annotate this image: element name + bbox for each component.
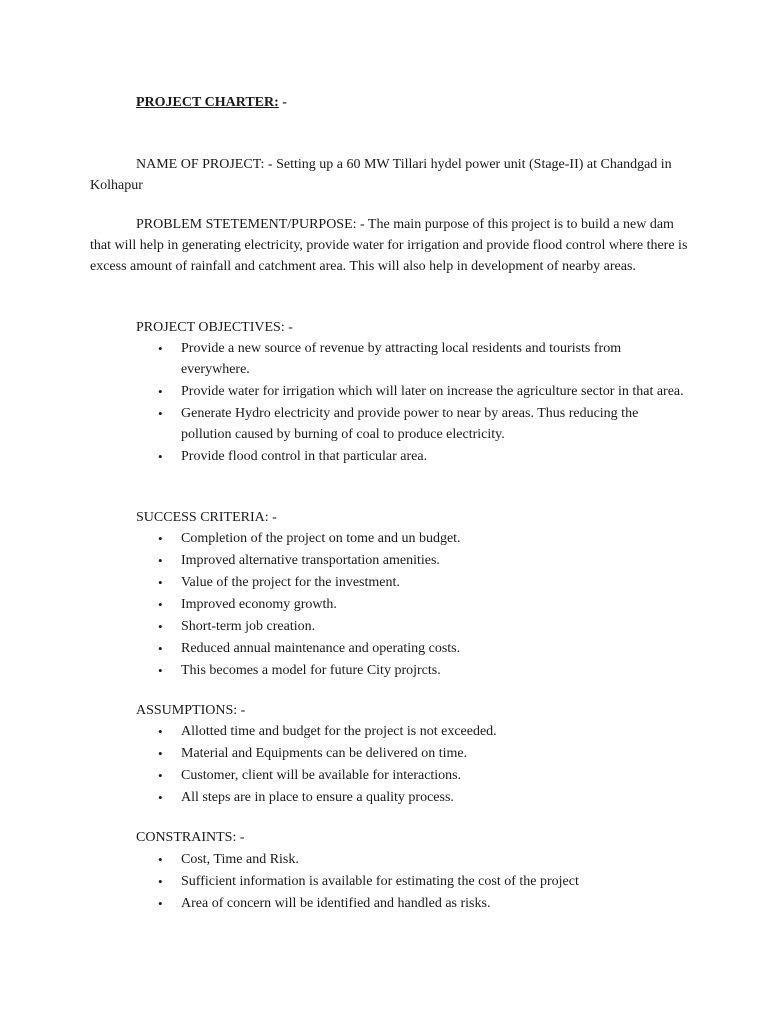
list-item: • Customer, client will be available for interactions. bbox=[136, 765, 686, 786]
objectives-heading: PROJECT OBJECTIVES: - bbox=[136, 320, 293, 335]
bullet-icon: • bbox=[158, 663, 163, 678]
success-criteria-heading: SUCCESS CRITERIA: - bbox=[136, 510, 277, 525]
bullet-icon: • bbox=[158, 553, 163, 568]
list-item: • Value of the project for the investment. bbox=[136, 572, 686, 593]
bullet-icon: • bbox=[158, 852, 163, 867]
list-item: • Generate Hydro electricity and provide power to near by areas. Thus reducing the pollution caused by burning of coal to produce electricity. bbox=[136, 403, 686, 445]
list-item: • Short-term job creation. bbox=[136, 616, 686, 637]
problem-statement-paragraph: PROBLEM STETEMENT/PURPOSE: - The main purpose of this project is to build a new dam that will help in generating electricity, provide water for irrigation and provide flood control where there is excess amount of rainfall and catchment area. This will also help in development of nearby areas. bbox=[90, 217, 688, 274]
page-title bbox=[136, 93, 287, 113]
constraints-list bbox=[136, 849, 686, 915]
assumptions-list bbox=[136, 721, 686, 809]
constraints-heading: CONSTRAINTS: - bbox=[136, 830, 245, 845]
name-of-project-paragraph: NAME OF PROJECT: - Setting up a 60 MW Tillari hydel power unit (Stage-II) at Chandgad in Kolhapur bbox=[90, 157, 672, 193]
title-suffix: - bbox=[278, 95, 287, 110]
bullet-icon: • bbox=[158, 790, 163, 805]
bullet-icon: • bbox=[158, 641, 163, 656]
assumptions-heading: ASSUMPTIONS: - bbox=[136, 703, 246, 718]
list-item: • Area of concern will be identified and handled as risks. bbox=[136, 893, 686, 914]
bullet-icon: • bbox=[158, 575, 163, 590]
bullet-icon: • bbox=[158, 768, 163, 783]
bullet-icon: • bbox=[158, 874, 163, 889]
list-item: • Provide a new source of revenue by attracting local residents and tourists from everywhere. bbox=[136, 338, 686, 380]
bullet-icon: • bbox=[158, 384, 163, 399]
list-item: • Provide water for irrigation which will later on increase the agriculture sector in that area. bbox=[136, 381, 686, 402]
bullet-icon: • bbox=[158, 449, 163, 464]
list-item: • Reduced annual maintenance and operating costs. bbox=[136, 638, 686, 659]
bullet-icon: • bbox=[158, 597, 163, 612]
list-item: • All steps are in place to ensure a quality process. bbox=[136, 787, 686, 808]
objectives-list bbox=[136, 338, 686, 468]
bullet-icon: • bbox=[158, 341, 163, 356]
title-colon: : bbox=[274, 95, 279, 110]
success-criteria-list bbox=[136, 528, 686, 682]
list-item: • Sufficient information is available for estimating the cost of the project bbox=[136, 871, 686, 892]
bullet-icon: • bbox=[158, 531, 163, 546]
title-label: PROJECT CHARTER bbox=[136, 95, 275, 110]
bullet-icon: • bbox=[158, 746, 163, 761]
bullet-icon: • bbox=[158, 619, 163, 634]
bullet-icon: • bbox=[158, 724, 163, 739]
list-item: • Allotted time and budget for the project is not exceeded. bbox=[136, 721, 686, 742]
list-item: • This becomes a model for future City projrcts. bbox=[136, 660, 686, 681]
list-item: • Material and Equipments can be delivered on time. bbox=[136, 743, 686, 764]
list-item: • Improved economy growth. bbox=[136, 594, 686, 615]
list-item: • Provide flood control in that particular area. bbox=[136, 446, 686, 467]
list-item: • Improved alternative transportation amenities. bbox=[136, 550, 686, 571]
bullet-icon: • bbox=[158, 896, 163, 911]
bullet-icon: • bbox=[158, 406, 163, 421]
list-item: • Completion of the project on tome and un budget. bbox=[136, 528, 686, 549]
list-item: • Cost, Time and Risk. bbox=[136, 849, 686, 870]
